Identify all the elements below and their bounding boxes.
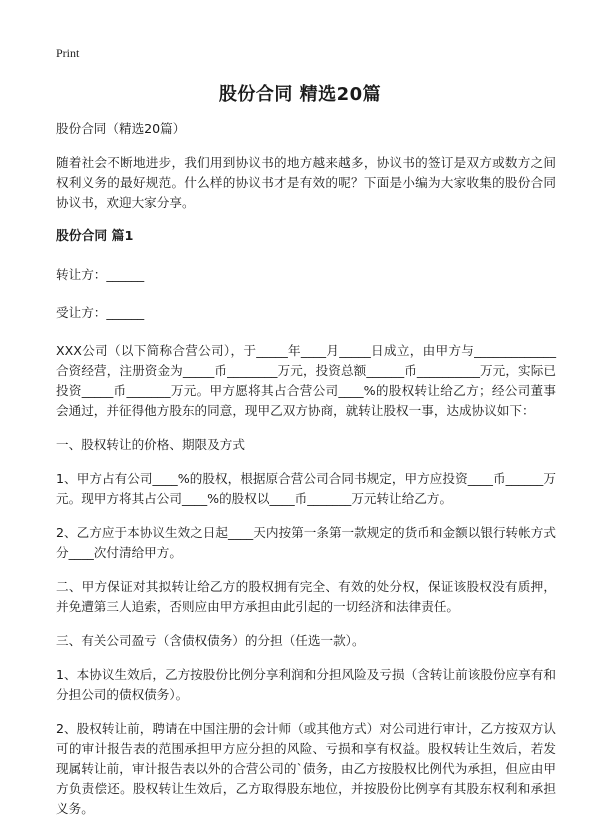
clause-paragraph: 二、甲方保证对其拟转让给乙方的股权拥有完全、有效的处分权，保证该股权没有质押，并免遭第三人追索，否则应由甲方承担由此引起的一切经济和法律责任。	[56, 579, 556, 614]
clause-heading: 一、股权转让的价格、期限及方式	[56, 437, 245, 452]
clause-heading: 三、有关公司盈亏（含债权债务）的分担（任选一款）。	[56, 633, 365, 648]
clause-paragraph: 1、本协议生效后，乙方按股份比例分享利润和分担风险及亏损（含转让前该股份应享有和分担公司的债权债务）。	[56, 667, 556, 702]
document-subtitle: 股份合同（精选20篇）	[56, 121, 186, 136]
transferee-field: 受让方：______	[56, 305, 145, 320]
clause-paragraph: 2、股权转让前，聘请在中国注册的会计师（或其他方式）对公司进行审计，乙方按双方认可的审计报告表的范围承担甲方应分担的风险、亏损和享有权益。股权转让生效后，若发现属转让前，审计报告表以外的合营公司的`债务，由乙方按股权比例代为承担，但应由甲方负责偿还。股权转让生效后，乙方取得股东地位，并按股份比例享有其股东权利和承担义务。	[56, 721, 556, 816]
print-link[interactable]: Print	[56, 46, 80, 60]
clause-paragraph: 1、甲方占有公司____%的股权，根据原合营公司合同书规定，甲方应投资____币______万元。现甲方将其占公司____%的股权以____币_______万元转让给乙方。	[56, 471, 556, 506]
document-body	[56, 119, 556, 833]
transferor-field: 转让方：______	[56, 267, 145, 282]
page-title: 股份合同 精选20篇	[218, 84, 382, 105]
section-heading: 股份合同 篇1	[56, 229, 134, 244]
clause-paragraph: 2、乙方应于本协议生效之日起____天内按第一条第一款规定的货币和金额以银行转帐方式分____次付清给甲方。	[56, 525, 556, 560]
intro-paragraph: 随着社会不断地进步，我们用到协议书的地方越来越多，协议书的签订是双方或数方之间权利义务的最好规范。什么样的协议书才是有效的呢？下面是小编为大家收集的股份合同协议书，欢迎大家分享。	[56, 155, 556, 210]
opening-paragraph: XXX公司（以下简称合营公司），于_____年____月_____日成立，由甲方与_____________合资经营，注册资金为_____币________万元，投资总额______币__________万元，实际已投资_____币_______万元。甲方愿将其占合营公司____%的股权转让给乙方；经公司董事会通过，并征得他方股东的同意，现甲乙双方协商，就转让股权一事，达成协议如下：	[56, 343, 556, 418]
